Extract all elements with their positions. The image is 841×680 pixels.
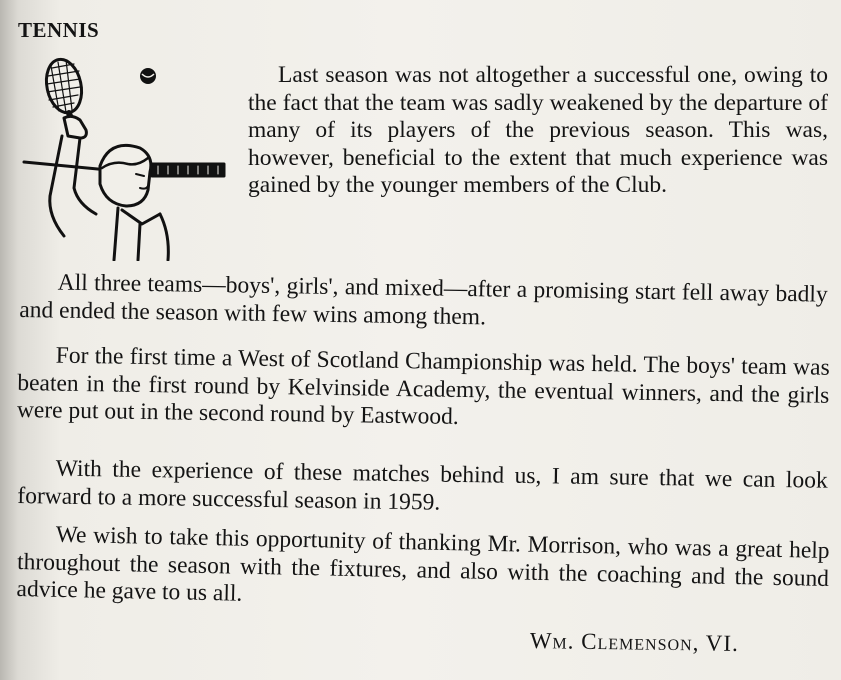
- paragraph-1: Last season was not altogether a successful one, owing to the fact that the team was sadly weakened by the departure of many of its players of the previous season. This was, however, beneficial to the extent that much experience was gained by the younger members of the Club.: [248, 62, 828, 198]
- tennis-player-illustration: [22, 56, 237, 261]
- paragraph-3: For the first time a West of Scotland Championship was held. The boys' team was beaten in the first round by Kelvinside Academy, the eventual winners, and the girls were put out in the second round by Eastwood.: [16, 342, 830, 430]
- paragraph-5: We wish to take this opportunity of thanking Mr. Morrison, who was a great help throughout the season with the fixtures, and also with the coaching and the sound advice he gave to us all.: [16, 521, 830, 607]
- paragraph-4: With the experience of these matches behind us, I am sure that we can look forward to a more successful season in 1959.: [17, 455, 828, 516]
- author-signature: Wm. Clemenson, VI.: [529, 628, 739, 656]
- section-heading: TENNIS: [18, 18, 100, 42]
- paragraph-2: All three teams—boys', girls', and mixed—after a promising start fell away badly and ended the season with few wins among them.: [19, 269, 828, 330]
